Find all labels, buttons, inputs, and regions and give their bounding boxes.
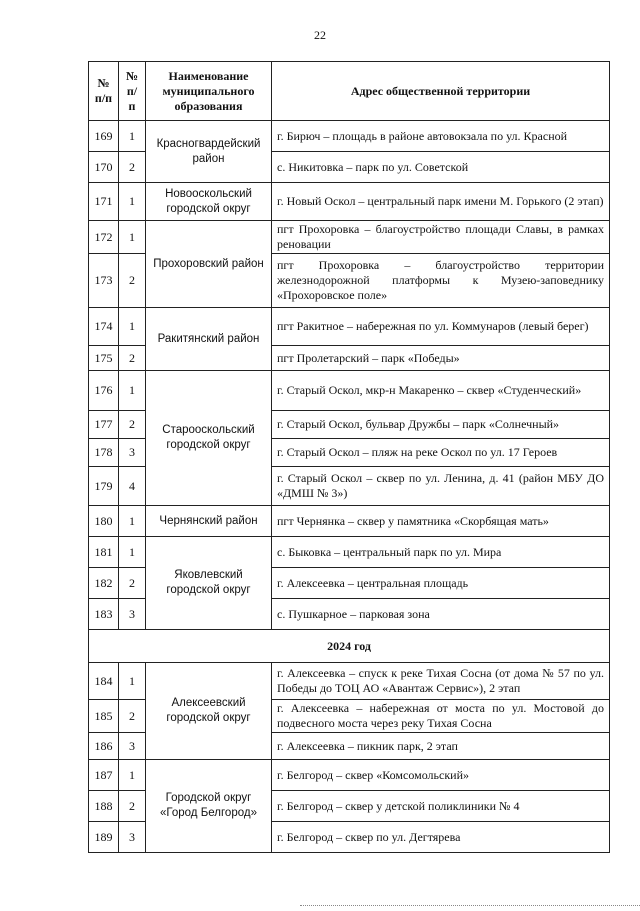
table-row (89, 183, 610, 221)
row-number: 172 (89, 221, 119, 254)
row-local-number: 1 (119, 760, 146, 791)
row-local-number: 1 (119, 308, 146, 346)
address-cell: г. Белгород – сквер у детской поликлиники № 4 (272, 791, 610, 822)
address-cell: пгт Чернянка – сквер у памятника «Скорбящая мать» (272, 506, 610, 537)
header-num-local: № п/п (119, 62, 146, 121)
row-number: 185 (89, 700, 119, 733)
municipality-cell: Алексеевский городской округ (146, 663, 272, 760)
row-number: 186 (89, 733, 119, 760)
municipality-cell: Новооскольский городской округ (146, 183, 272, 221)
municipality-cell: Чернянский район (146, 506, 272, 537)
row-number: 176 (89, 371, 119, 411)
address-cell: с. Пушкарное – парковая зона (272, 599, 610, 630)
row-number: 174 (89, 308, 119, 346)
address-cell: пгт Ракитное – набережная по ул. Коммунаров (левый берег) (272, 308, 610, 346)
row-local-number: 2 (119, 152, 146, 183)
row-local-number: 2 (119, 346, 146, 371)
row-local-number: 2 (119, 411, 146, 439)
municipality-cell: Ракитянский район (146, 308, 272, 371)
table-row (89, 221, 610, 254)
row-local-number: 2 (119, 791, 146, 822)
row-number: 170 (89, 152, 119, 183)
address-cell: г. Белгород – сквер «Комсомольский» (272, 760, 610, 791)
header-address: Адрес общественной территории (272, 62, 610, 121)
row-number: 169 (89, 121, 119, 152)
address-cell: г. Старый Оскол, бульвар Дружбы – парк «Солнечный» (272, 411, 610, 439)
row-number: 180 (89, 506, 119, 537)
page-number: 22 (314, 28, 326, 42)
address-cell: г. Старый Оскол – сквер по ул. Ленина, д. 41 (район МБУ ДО «ДМШ № 3») (272, 467, 610, 506)
row-local-number: 3 (119, 439, 146, 467)
address-cell: г. Алексеевка – пикник парк, 2 этап (272, 733, 610, 760)
address-cell: пгт Прохоровка – благоустройство площади Славы, в рамках реновации (272, 221, 610, 254)
row-number: 179 (89, 467, 119, 506)
row-number: 187 (89, 760, 119, 791)
address-cell: г. Старый Оскол – пляж на реке Оскол по ул. 17 Героев (272, 439, 610, 467)
address-cell: г. Алексеевка – центральная площадь (272, 568, 610, 599)
table-row (89, 371, 610, 411)
public-territories-table (88, 61, 610, 853)
row-number: 181 (89, 537, 119, 568)
header-municipality: Наименование муниципального образования (146, 62, 272, 121)
address-cell: г. Белгород – сквер по ул. Дегтярева (272, 822, 610, 853)
table-row (89, 121, 610, 152)
table-row (89, 760, 610, 791)
row-number: 178 (89, 439, 119, 467)
address-cell: г. Бирюч – площадь в районе автовокзала по ул. Красной (272, 121, 610, 152)
table-row (89, 308, 610, 346)
year-heading-row (89, 630, 610, 663)
row-number: 182 (89, 568, 119, 599)
row-number: 188 (89, 791, 119, 822)
row-number: 183 (89, 599, 119, 630)
row-local-number: 2 (119, 254, 146, 308)
row-local-number: 1 (119, 663, 146, 700)
header-num-total: № п/п (89, 62, 119, 121)
row-number: 171 (89, 183, 119, 221)
address-cell: с. Никитовка – парк по ул. Советской (272, 152, 610, 183)
address-cell: г. Новый Оскол – центральный парк имени М. Горького (2 этап) (272, 183, 610, 221)
address-cell: г. Старый Оскол, мкр-н Макаренко – сквер «Студенческий» (272, 371, 610, 411)
row-local-number: 3 (119, 599, 146, 630)
municipality-cell: Красногвардейский район (146, 121, 272, 183)
address-cell: г. Алексеевка – спуск к реке Тихая Сосна (от дома № 57 по ул. Победы до ТОЦ АО «Авантаж Сервис»), 2 этап (272, 663, 610, 700)
page-edge-line (300, 905, 640, 908)
row-local-number: 3 (119, 733, 146, 760)
row-number: 189 (89, 822, 119, 853)
row-local-number: 1 (119, 183, 146, 221)
row-local-number: 1 (119, 221, 146, 254)
address-cell: с. Быковка – центральный парк по ул. Мира (272, 537, 610, 568)
row-local-number: 1 (119, 121, 146, 152)
year-heading: 2024 год (89, 630, 610, 663)
address-cell: г. Алексеевка – набережная от моста по ул. Мостовой до подвесного моста через реку Тихая Сосна (272, 700, 610, 733)
table-row (89, 663, 610, 700)
table-row (89, 506, 610, 537)
row-number: 184 (89, 663, 119, 700)
municipality-cell: Городской округ «Город Белгород» (146, 760, 272, 853)
row-number: 173 (89, 254, 119, 308)
row-local-number: 1 (119, 506, 146, 537)
municipality-cell: Прохоровский район (146, 221, 272, 308)
row-local-number: 1 (119, 371, 146, 411)
municipality-cell: Старооскольский городской округ (146, 371, 272, 506)
row-local-number: 3 (119, 822, 146, 853)
address-cell: пгт Прохоровка – благоустройство территории железнодорожной платформы к Музею-заповеднику «Прохоровское поле» (272, 254, 610, 308)
row-local-number: 4 (119, 467, 146, 506)
row-number: 175 (89, 346, 119, 371)
row-local-number: 1 (119, 537, 146, 568)
row-local-number: 2 (119, 568, 146, 599)
address-cell: пгт Пролетарский – парк «Победы» (272, 346, 610, 371)
municipality-cell: Яковлевский городской округ (146, 537, 272, 630)
table-row (89, 537, 610, 568)
table-header-row (89, 62, 610, 121)
row-number: 177 (89, 411, 119, 439)
row-local-number: 2 (119, 700, 146, 733)
